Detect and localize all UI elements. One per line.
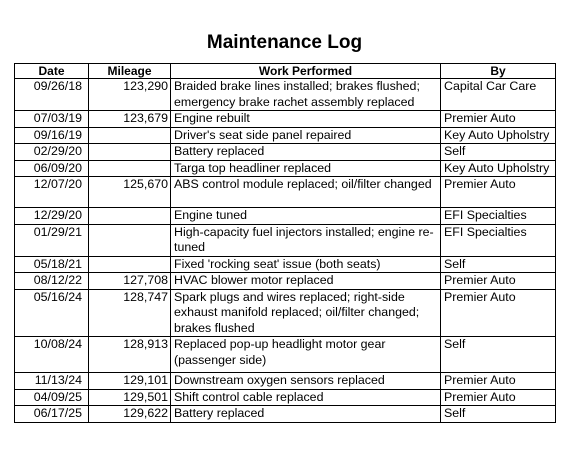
cell-work-performed: Driver's seat side panel repaired [171, 127, 441, 144]
cell-mileage [89, 208, 171, 225]
cell-mileage [89, 256, 171, 273]
cell-mileage: 128,913 [89, 337, 171, 373]
cell-mileage [89, 160, 171, 177]
table-row [15, 79, 556, 111]
table-row [15, 111, 556, 128]
cell-date: 04/09/25 [15, 389, 89, 406]
cell-work-performed: Targa top headliner replaced [171, 160, 441, 177]
cell-date: 09/26/18 [15, 79, 89, 111]
cell-date: 05/18/21 [15, 256, 89, 273]
cell-work-performed: Shift control cable replaced [171, 389, 441, 406]
cell-by: Premier Auto [441, 177, 556, 208]
column-header-by: By [441, 64, 556, 79]
cell-mileage [89, 127, 171, 144]
cell-by: Key Auto Upholstry [441, 127, 556, 144]
cell-work-performed: Battery replaced [171, 406, 441, 423]
table-row [15, 337, 556, 373]
cell-work-performed: Battery replaced [171, 144, 441, 161]
cell-date: 01/29/21 [15, 224, 89, 256]
cell-date: 06/09/20 [15, 160, 89, 177]
cell-work-performed: ABS control module replaced; oil/filter changed [171, 177, 441, 208]
cell-mileage: 125,670 [89, 177, 171, 208]
table-row [15, 208, 556, 225]
cell-work-performed: Downstream oxygen sensors replaced [171, 373, 441, 390]
cell-by: Premier Auto [441, 111, 556, 128]
cell-work-performed: HVAC blower motor replaced [171, 273, 441, 290]
cell-by: Premier Auto [441, 373, 556, 390]
cell-date: 08/12/22 [15, 273, 89, 290]
column-header-work-performed: Work Performed [171, 64, 441, 79]
table-row [15, 127, 556, 144]
cell-by: Self [441, 406, 556, 423]
table-row [15, 406, 556, 423]
cell-by: Capital Car Care [441, 79, 556, 111]
maintenance-log-table [14, 63, 556, 423]
table-row [15, 224, 556, 256]
cell-date: 10/08/24 [15, 337, 89, 373]
cell-mileage: 129,101 [89, 373, 171, 390]
cell-date: 11/13/24 [15, 373, 89, 390]
table-row [15, 144, 556, 161]
cell-work-performed: Spark plugs and wires replaced; right-side exhaust manifold replaced; oil/filter changed; brakes flushed [171, 289, 441, 337]
cell-by: Self [441, 256, 556, 273]
cell-by: Premier Auto [441, 389, 556, 406]
cell-date: 05/16/24 [15, 289, 89, 337]
cell-mileage: 127,708 [89, 273, 171, 290]
cell-by: Premier Auto [441, 273, 556, 290]
cell-work-performed: Engine rebuilt [171, 111, 441, 128]
cell-date: 07/03/19 [15, 111, 89, 128]
cell-date: 12/29/20 [15, 208, 89, 225]
cell-work-performed: Braided brake lines installed; brakes flushed; emergency brake rachet assembly replaced [171, 79, 441, 111]
cell-date: 02/29/20 [15, 144, 89, 161]
cell-mileage [89, 144, 171, 161]
cell-date: 09/16/19 [15, 127, 89, 144]
column-header-date: Date [15, 64, 89, 79]
table-row [15, 389, 556, 406]
cell-date: 06/17/25 [15, 406, 89, 423]
cell-mileage: 129,501 [89, 389, 171, 406]
column-header-mileage: Mileage [89, 64, 171, 79]
table-row [15, 289, 556, 337]
cell-by: Premier Auto [441, 289, 556, 337]
cell-work-performed: High-capacity fuel injectors installed; engine re-tuned [171, 224, 441, 256]
cell-mileage [89, 224, 171, 256]
cell-mileage: 123,679 [89, 111, 171, 128]
table-header-row [15, 64, 556, 79]
table-row [15, 373, 556, 390]
cell-by: Self [441, 144, 556, 161]
table-row [15, 273, 556, 290]
cell-work-performed: Replaced pop-up headlight motor gear (passenger side) [171, 337, 441, 373]
cell-by: Self [441, 337, 556, 373]
page-title: Maintenance Log [206, 32, 363, 53]
cell-mileage: 123,290 [89, 79, 171, 111]
cell-by: Key Auto Upholstry [441, 160, 556, 177]
cell-work-performed: Engine tuned [171, 208, 441, 225]
cell-mileage: 129,622 [89, 406, 171, 423]
cell-by: EFI Specialties [441, 224, 556, 256]
table-row [15, 256, 556, 273]
cell-mileage: 128,747 [89, 289, 171, 337]
cell-by: EFI Specialties [441, 208, 556, 225]
cell-date: 12/07/20 [15, 177, 89, 208]
table-row [15, 160, 556, 177]
table-row [15, 177, 556, 208]
cell-work-performed: Fixed 'rocking seat' issue (both seats) [171, 256, 441, 273]
